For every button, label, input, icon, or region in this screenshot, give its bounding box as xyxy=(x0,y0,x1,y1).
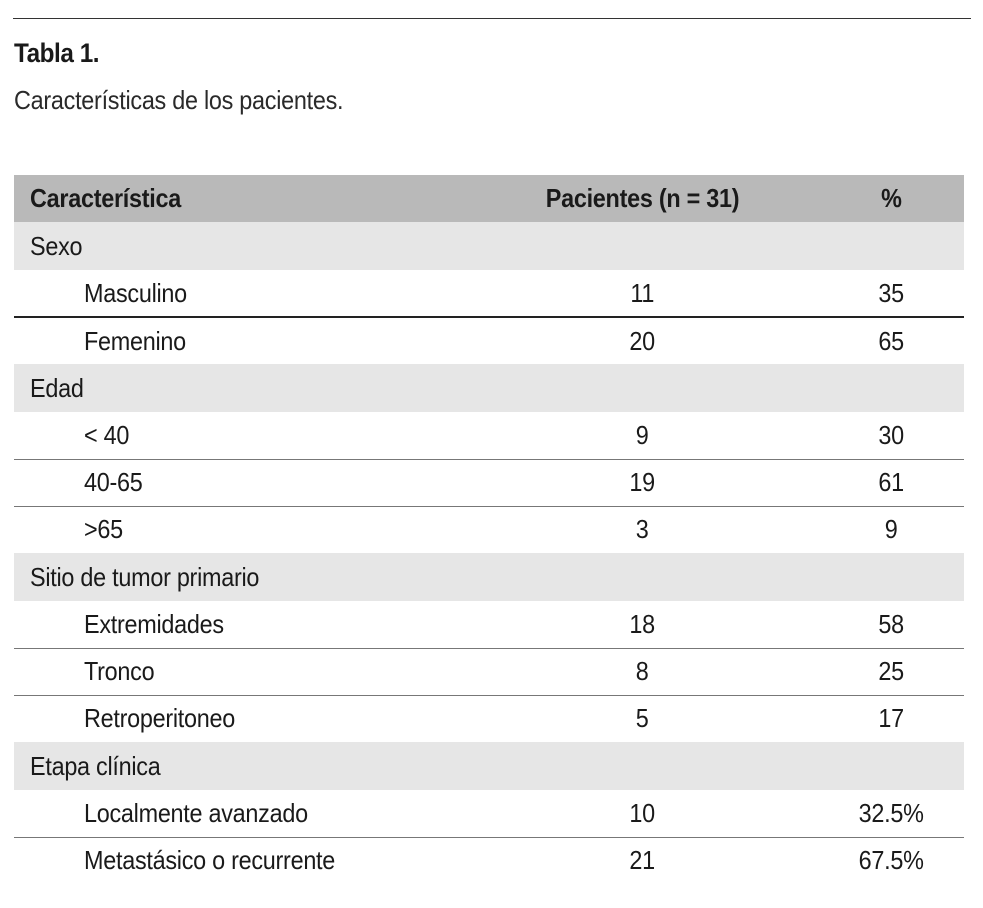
row-percent: 17 xyxy=(818,695,964,742)
row-percent: 35 xyxy=(878,277,904,308)
row-label: Metastásico o recurrente xyxy=(14,837,466,884)
top-rule xyxy=(13,18,971,19)
row-patients: 21 xyxy=(466,837,818,884)
table-row xyxy=(14,648,964,695)
row-percent: 25 xyxy=(818,648,964,695)
table-caption-subtitle: Características de los pacientes. xyxy=(14,85,344,115)
row-label: >65 xyxy=(14,506,466,553)
header-percent: % xyxy=(880,183,902,213)
row-patients: 18 xyxy=(629,608,655,639)
row-percent: 65 xyxy=(818,317,964,364)
row-label: Extremidades xyxy=(84,608,224,639)
table-row xyxy=(14,790,964,837)
row-label: 40-65 xyxy=(14,459,466,506)
row-patients: 11 xyxy=(630,277,654,308)
table-row xyxy=(14,837,964,884)
group-row-edad xyxy=(14,364,964,412)
row-label: Femenino xyxy=(14,317,466,364)
row-label: < 40 xyxy=(84,419,130,450)
table-body xyxy=(14,222,964,884)
table-row xyxy=(14,412,964,459)
group-row-etapa-clinica xyxy=(14,742,964,790)
group-label: Sitio de tumor primario xyxy=(30,561,260,592)
table-row xyxy=(14,695,964,742)
row-patients: 10 xyxy=(629,797,655,828)
row-patients: 9 xyxy=(635,419,649,450)
header-characteristic: Característica xyxy=(30,183,182,213)
row-label: Tronco xyxy=(14,648,466,695)
group-label: Etapa clínica xyxy=(30,750,161,781)
header-patients: Pacientes (n = 31) xyxy=(545,183,739,213)
row-patients: 19 xyxy=(466,459,818,506)
table-row xyxy=(14,317,964,364)
table-row xyxy=(14,270,964,317)
group-label: Sexo xyxy=(30,230,83,261)
row-percent: 58 xyxy=(878,608,904,639)
table-row xyxy=(14,601,964,648)
row-percent: 9 xyxy=(818,506,964,553)
row-patients: 8 xyxy=(466,648,818,695)
group-row-sexo xyxy=(14,222,964,270)
table-header xyxy=(14,175,964,222)
header-row xyxy=(14,175,964,222)
row-percent: 67.5% xyxy=(818,837,964,884)
patient-characteristics-table xyxy=(14,175,964,884)
row-patients: 3 xyxy=(466,506,818,553)
row-label: Masculino xyxy=(84,277,187,308)
table-caption-title: Tabla 1. xyxy=(14,38,100,68)
row-label: Retroperitoneo xyxy=(14,695,466,742)
group-row-sitio-tumor xyxy=(14,553,964,601)
row-patients: 20 xyxy=(466,317,818,364)
table-row xyxy=(14,506,964,553)
row-percent: 32.5% xyxy=(858,797,924,828)
row-patients: 5 xyxy=(466,695,818,742)
row-percent: 30 xyxy=(878,419,904,450)
row-percent: 61 xyxy=(818,459,964,506)
group-label: Edad xyxy=(30,372,84,403)
row-label: Localmente avanzado xyxy=(84,797,308,828)
table-row xyxy=(14,459,964,506)
